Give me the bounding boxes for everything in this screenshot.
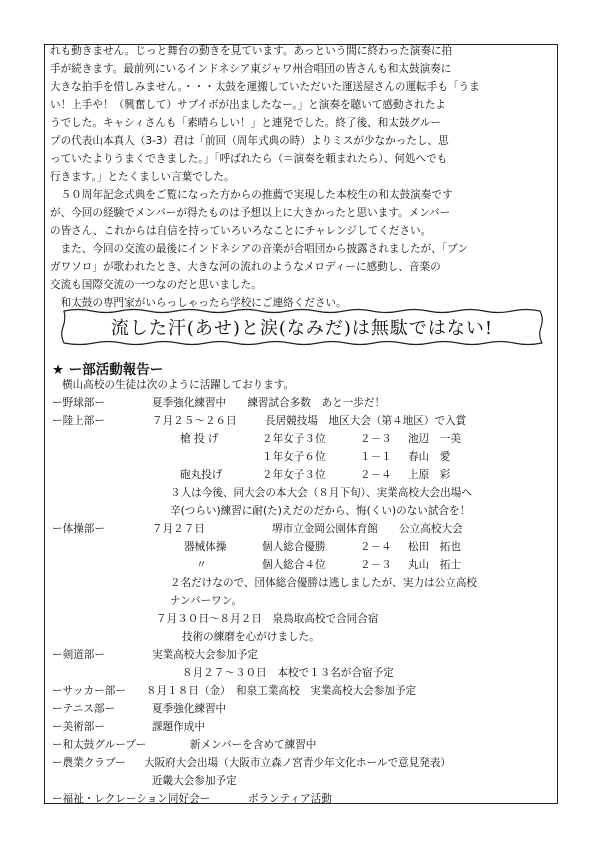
- article-line: い！上手や！（興奮して）サブイボが出ましたなー。」と演奏を聴いて感動されたよ: [50, 99, 446, 111]
- soccer-text: ８月１８日（金） 和泉工業高校 実業高校大会参加予定: [146, 685, 417, 697]
- article-line: 和太鼓の専門家がいらっしゃったら学校にご連絡ください。: [50, 297, 347, 309]
- article-line: れも動きません。じっと舞台の動きを見ています。あっという間に終わった演奏に拍: [50, 45, 453, 57]
- welfare-text: ボランティア活動: [248, 793, 332, 805]
- baseball-text: 夏季強化練習中 練習試合多数 あと一歩だ！: [152, 397, 386, 409]
- gym-row-event: 器械体操: [184, 541, 227, 553]
- art-text: 課題作成中: [152, 721, 205, 733]
- track-row-name: 池辺 一美: [408, 433, 461, 445]
- taiko-label: ー和太鼓グループー: [52, 739, 147, 751]
- slogan-text: 流した汗(あせ)と涙(なみだ)は無駄ではない!: [110, 318, 494, 339]
- agri-text: 近畿大会参加予定: [152, 775, 237, 787]
- slogan-banner: [58, 307, 546, 347]
- article-line: っていたよりうまくできました。」「呼ばれたら（＝演奏を頼まれたら）、何処へでも: [50, 153, 448, 165]
- article-line: が、今回の経験でメンバーが得たものは予想以上に大きかったと思います。メンバー: [50, 207, 451, 219]
- tennis-text: 夏季強化練習中: [152, 703, 227, 715]
- taiko-text: 新メンバーを含めて練習中: [190, 739, 317, 751]
- article-line: 大きな拍手を惜しみません。・・・太鼓を運搬していただいた運送屋さんの運転手も「うま: [50, 81, 480, 93]
- track-note: 辛(つらい)練習に耐(た)えだのだから、悔(くい)のない試合を！: [170, 505, 471, 517]
- article-line: の皆さん、これからは自信を持っていろいろなことにチャレンジしてください。: [50, 225, 432, 237]
- gym-camp-note: 技術の練磨を心がけました。: [182, 631, 320, 643]
- track-label: ー陸上部ー: [52, 415, 105, 427]
- article-line: 手が続きます。最前列にいるインドネシア東ジャワ州合唱団の皆さんも和太鼓演奏に: [50, 63, 452, 75]
- gym-date: ７月２７日: [152, 523, 205, 535]
- track-row-name: 上原 彩: [408, 469, 451, 481]
- article-line: ５０周年記念式典をご覧になった方からの推薦で実現した本校生の和太鼓演奏です: [50, 189, 453, 201]
- track-row-class: ２－３: [360, 433, 392, 445]
- tennis-label: ーテニス部ー: [52, 703, 116, 715]
- gym-row-event: 〃: [196, 559, 207, 571]
- article-line: プの代表山本真人（3-3）君は「前回（周年式典の時）よりミスが少なかったし、思: [50, 135, 449, 147]
- track-row-event: 砲丸投げ: [180, 469, 223, 481]
- track-row-result: １年女子６位: [262, 451, 326, 463]
- gym-event: 堺市立金岡公園体育館 公立高校大会: [272, 523, 463, 535]
- article-line: また、今回の交流の最後にインドネシアの音楽が合唱団から披露されましたが、「ブン: [50, 243, 468, 255]
- track-row-name: 春山 愛: [408, 451, 451, 463]
- gym-note: ナンバーワン。: [170, 595, 243, 607]
- kendo-text: 実業高校大会参加予定: [152, 649, 258, 661]
- track-row-result: ２年女子３位: [262, 469, 326, 481]
- track-note: ３人は今後、同大会の本大会（８月下旬）、実業高校大会出場へ: [170, 487, 472, 499]
- gym-row-name: 丸山 拓士: [408, 559, 461, 571]
- agri-label: ー農業クラブー: [52, 757, 126, 769]
- gym-row-name: 松田 拓也: [408, 541, 461, 553]
- section-title: ★ ー部活動報告ー: [52, 362, 164, 378]
- gym-row-result: 個人総合優勝: [262, 541, 326, 553]
- kendo-label: ー剣道部ー: [52, 649, 105, 661]
- gym-note: ２名だけなので、団体総合優勝は逃しましたが、実力は公立高校: [170, 577, 478, 589]
- gym-row-result: 個人総合４位: [262, 559, 326, 571]
- gym-row-class: ２－４: [360, 541, 392, 553]
- art-label: ー美術部ー: [52, 721, 105, 733]
- article-line: 行きます。」とたくましい言葉でした。: [50, 171, 235, 183]
- intro-article: [50, 42, 552, 312]
- soccer-label: ーサッカー部ー: [52, 685, 126, 697]
- report-intro: 横山高校の生徒は次のように活躍しております。: [62, 379, 295, 391]
- welfare-label: ー福祉・レクレーション同好会ー: [52, 793, 211, 805]
- gym-row-class: ２－３: [360, 559, 392, 571]
- article-line: うでした。キャシィさんも「素晴らしい！」と連発でした。終了後、和太鼓グルー: [50, 117, 442, 129]
- agri-text: 大阪府大会出場（大阪市立森ノ宮青少年文化ホールで意見発表）: [144, 757, 452, 769]
- track-row-result: ２年女子３位: [262, 433, 326, 445]
- gym-label: ー体操部ー: [52, 523, 105, 535]
- track-row-class: ２－４: [360, 469, 392, 481]
- article-line: 交流も国際交流の一つなのだと思いました。: [50, 279, 262, 291]
- track-row-event: 槍 投 げ: [180, 433, 219, 445]
- track-event: 長居競技場 地区大会（第４地区）で入賞: [265, 415, 467, 427]
- track-row-class: １－１: [360, 451, 392, 463]
- gym-camp: ７月３０日～８月２日 泉鳥取高校で合同合宿: [156, 613, 379, 625]
- track-date: ７月２５～２６日: [152, 415, 237, 427]
- kendo-text: ８月２７～３０日 本校で１３名が合宿予定: [182, 667, 394, 679]
- article-line: ガワソロ」が歌われたとき、大きな河の流れのようなメロディーに感動し、音楽の: [50, 261, 441, 273]
- baseball-label: ー野球部ー: [52, 397, 105, 409]
